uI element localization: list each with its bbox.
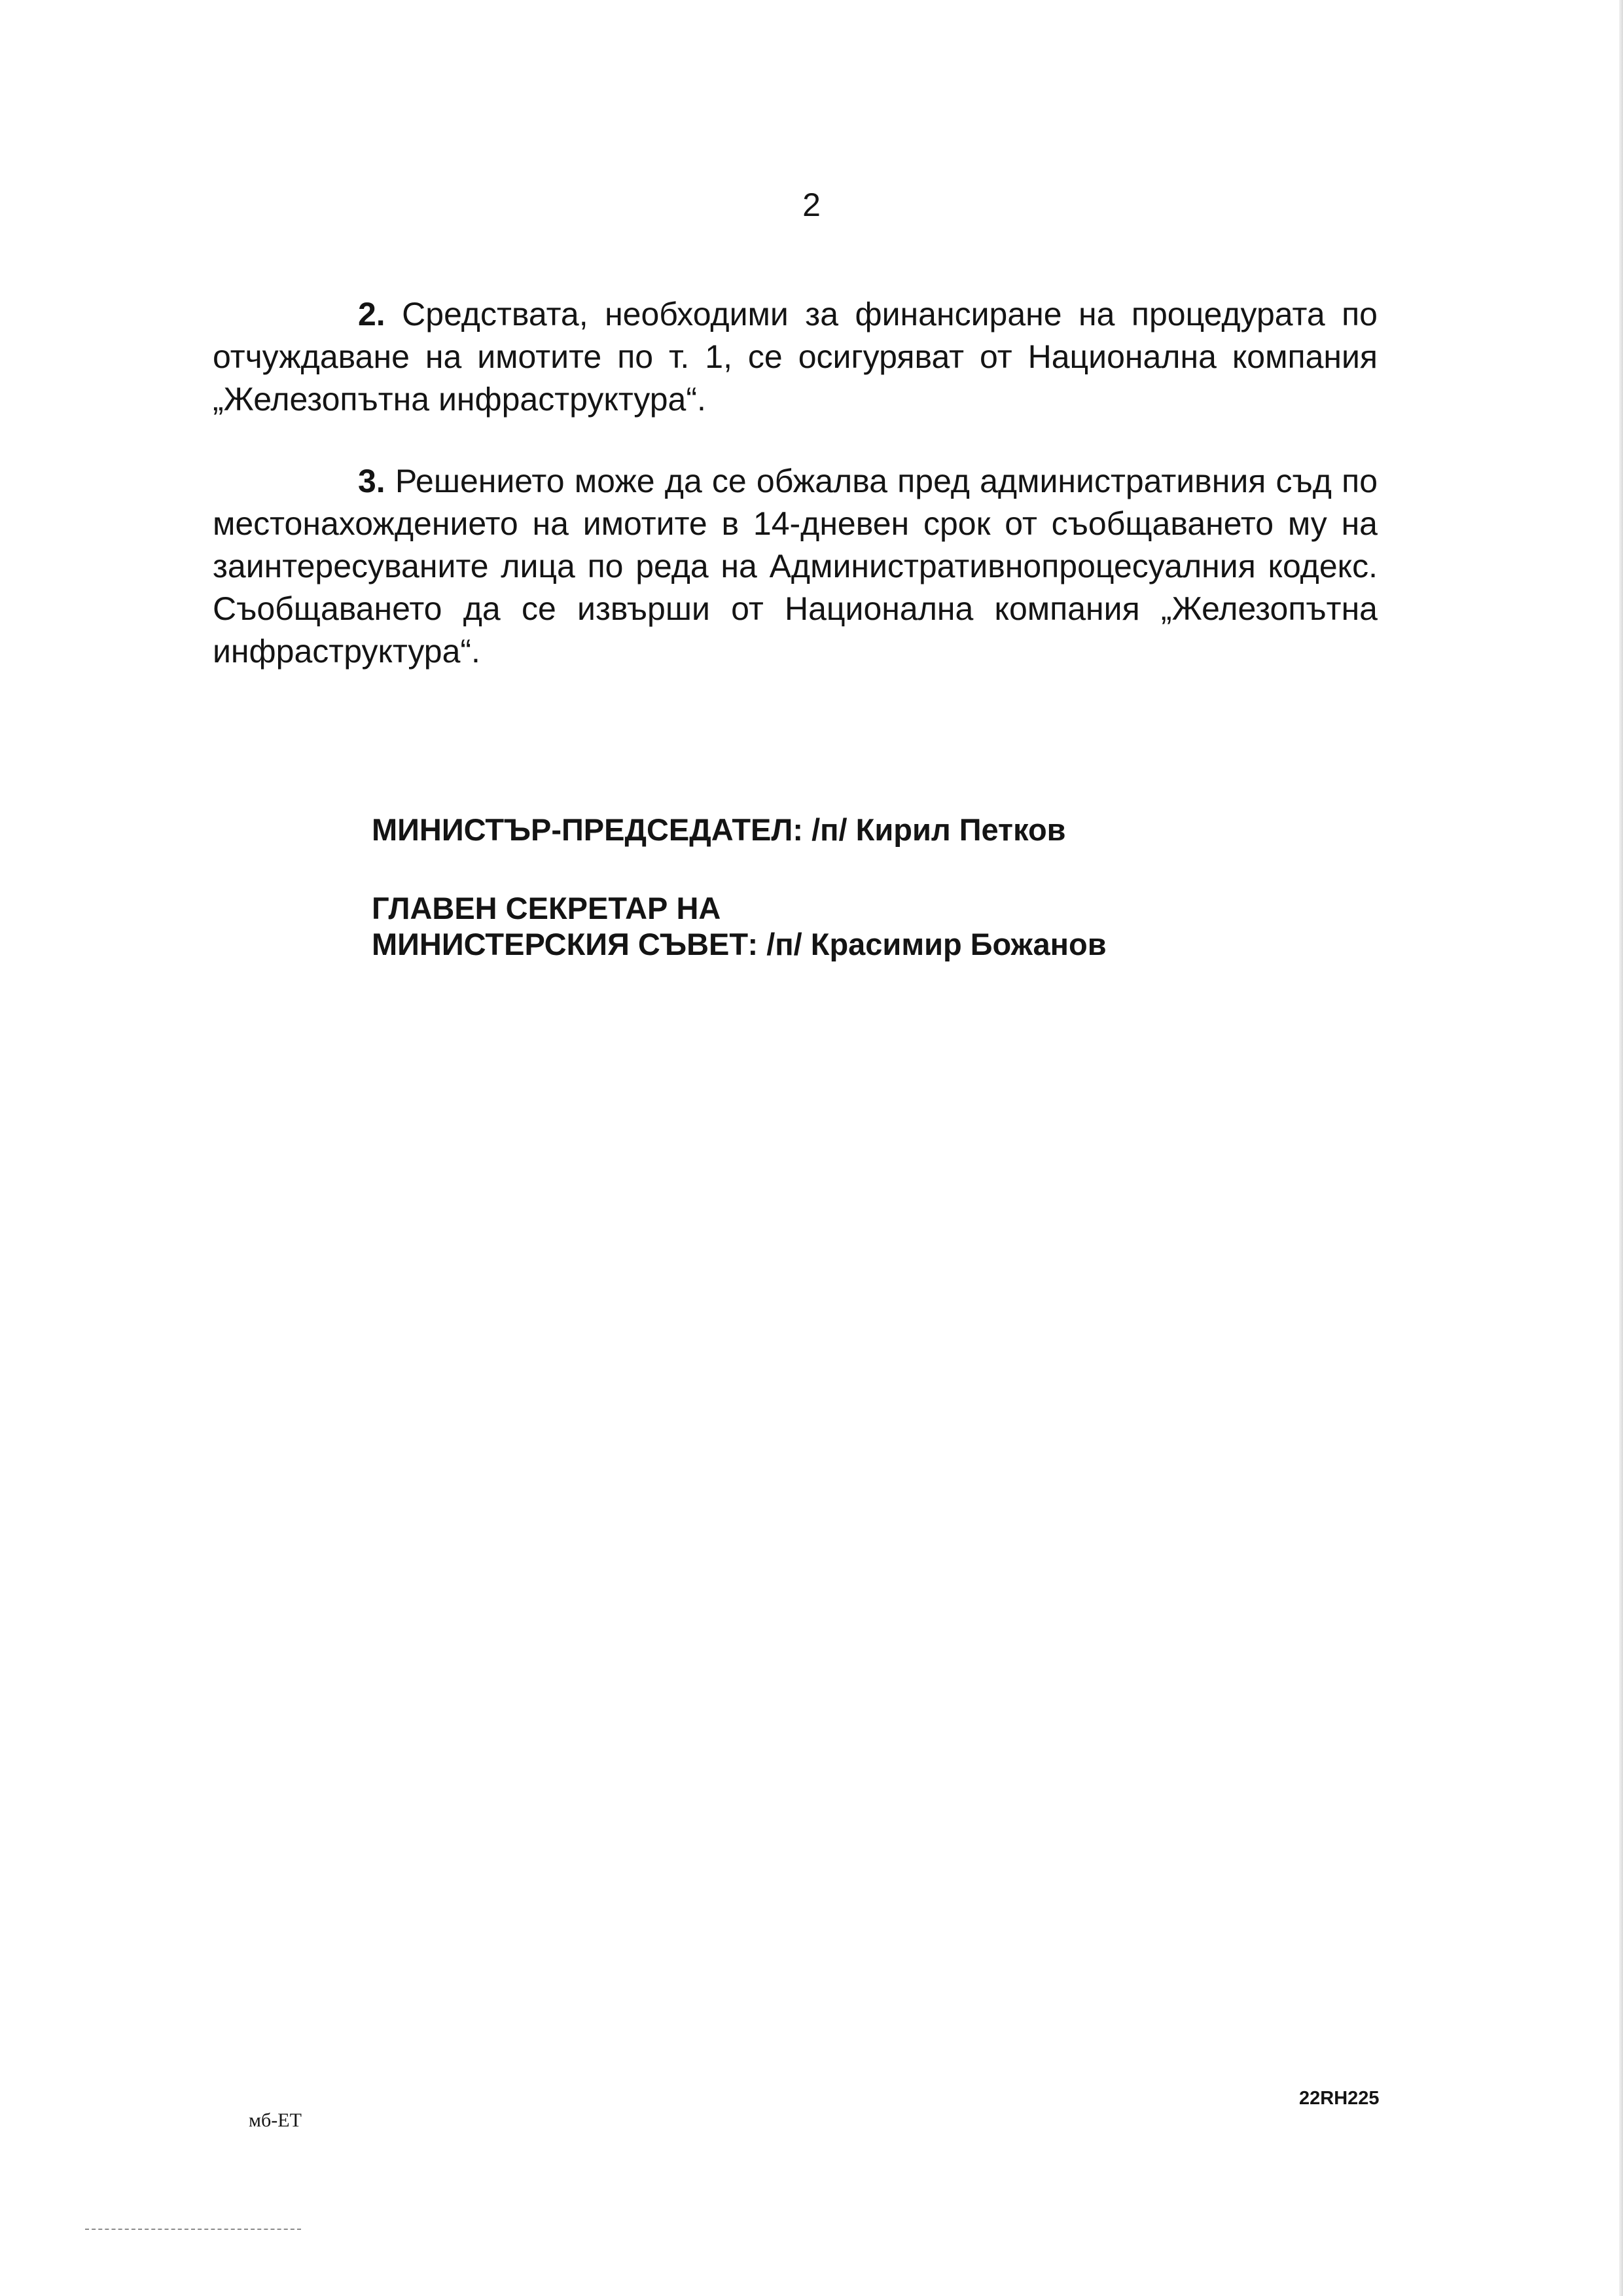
paragraph-2-number: 2. bbox=[358, 296, 385, 332]
paragraph-2 bbox=[213, 293, 1378, 421]
paragraph-2-text: Средствата, необходими за финансиране на процедурата по отчуждаване на имотите по т. 1, се осигуряват от Национална компания „Железопътна инфраструктура“. bbox=[213, 296, 1378, 418]
footer-right-code: 22RH225 bbox=[1299, 2088, 1380, 2109]
scan-artifact-line bbox=[85, 2229, 301, 2230]
paragraph-3 bbox=[213, 460, 1378, 673]
secretary-signature-line-2: МИНИСТЕРСКИЯ СЪВЕТ: /п/ Красимир Божанов bbox=[372, 927, 1107, 961]
prime-minister-signature: МИНИСТЪР-ПРЕДСЕДАТЕЛ: /п/ Кирил Петков bbox=[372, 812, 1066, 847]
scan-edge bbox=[1619, 0, 1623, 2296]
footer-left-code: мб-ЕТ bbox=[249, 2109, 302, 2131]
secretary-title-line-1: ГЛАВЕН СЕКРЕТАР НА bbox=[372, 891, 721, 925]
paragraph-3-number: 3. bbox=[358, 463, 385, 499]
page-number: 2 bbox=[802, 187, 821, 223]
paragraph-3-text: Решението може да се обжалва пред административния съд по местонахождението на имотите в 14-дневен срок от съобщаването му на заинтересуваните лица по реда на Административнопроцесуалния кодекс. Съобщаването да се извърши от Национална компания „Железопътна инфраструктура“. bbox=[213, 463, 1378, 670]
